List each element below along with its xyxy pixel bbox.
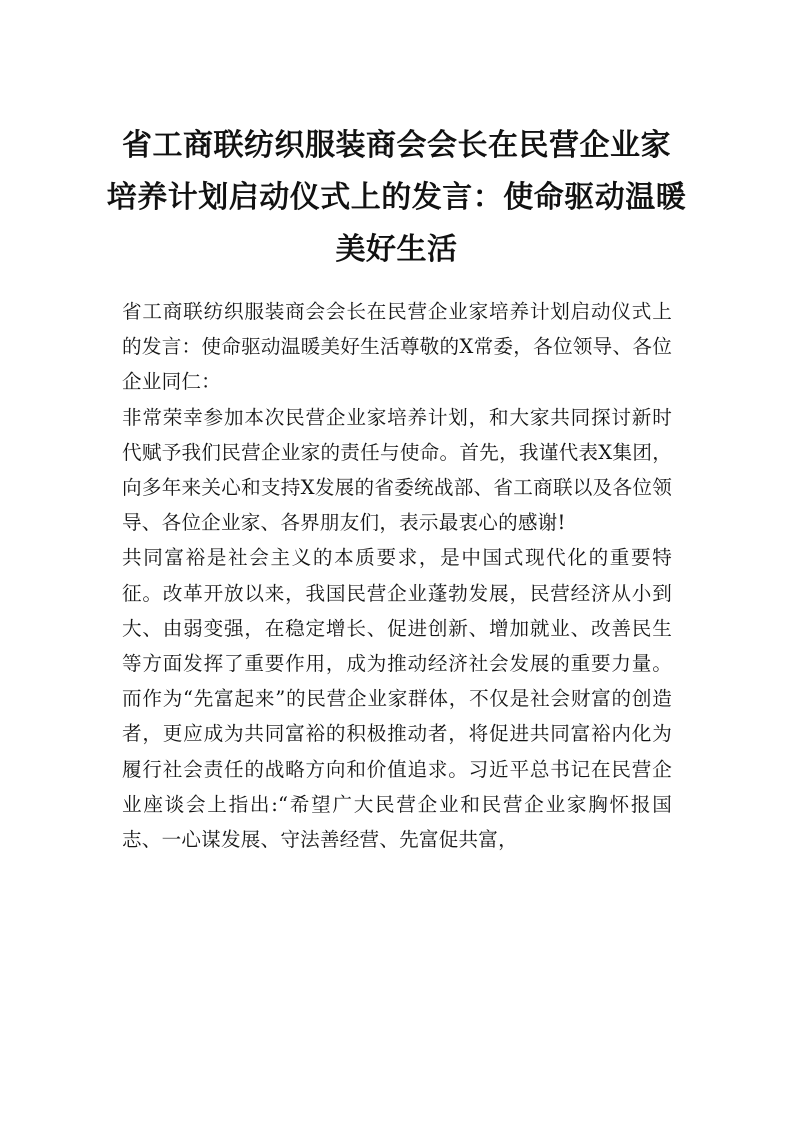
document-body xyxy=(122,294,672,857)
document-title xyxy=(100,120,693,276)
title-line-1: 省工商联纺织服装商会会长在民营企业家 xyxy=(122,128,671,163)
paragraph-common-prosperity: 共同富裕是社会主义的本质要求，是中国式现代化的重要特征。改革开放以来，我国民营企业蓬勃发展，民营经济从小到大、由弱变强，在稳定增长、促进创新、增加就业、改善民生等方面发挥了重要作用，成为推动经济社会发展的重要力量。而作为“先富起来”的民营企业家群体，不仅是社会财富的创造者，更应成为共同富裕的积极推动者，将促进共同富裕内化为履行社会责任的战略方向和价值追求。习近平总书记在民营企业座谈会上指出:“希望广大民营企业和民营企业家胸怀报国志、一心谋发展、守法善经营、先富促共富， xyxy=(122,546,672,852)
paragraph-intro: 省工商联纺织服装商会会长在民营企业家培养计划启动仪式上的发言：使命驱动温暖美好生活尊敬的X常委，各位领导、各位企业同仁： xyxy=(122,300,672,394)
title-line-2: 培养计划启动仪式上的发言：使命驱动温暖 xyxy=(106,180,687,215)
title-line-3: 美好生活 xyxy=(335,232,458,267)
paragraph-thanks: 非常荣幸参加本次民营企业家培养计划，和大家共同探讨新时代赋予我们民营企业家的责任与使命。首先，我谨代表X集团，向多年来关心和支持X发展的省委统战部、省工商联以及各位领导、各位企业家、各界朋友们，表示最衷心的感谢! xyxy=(122,405,672,535)
